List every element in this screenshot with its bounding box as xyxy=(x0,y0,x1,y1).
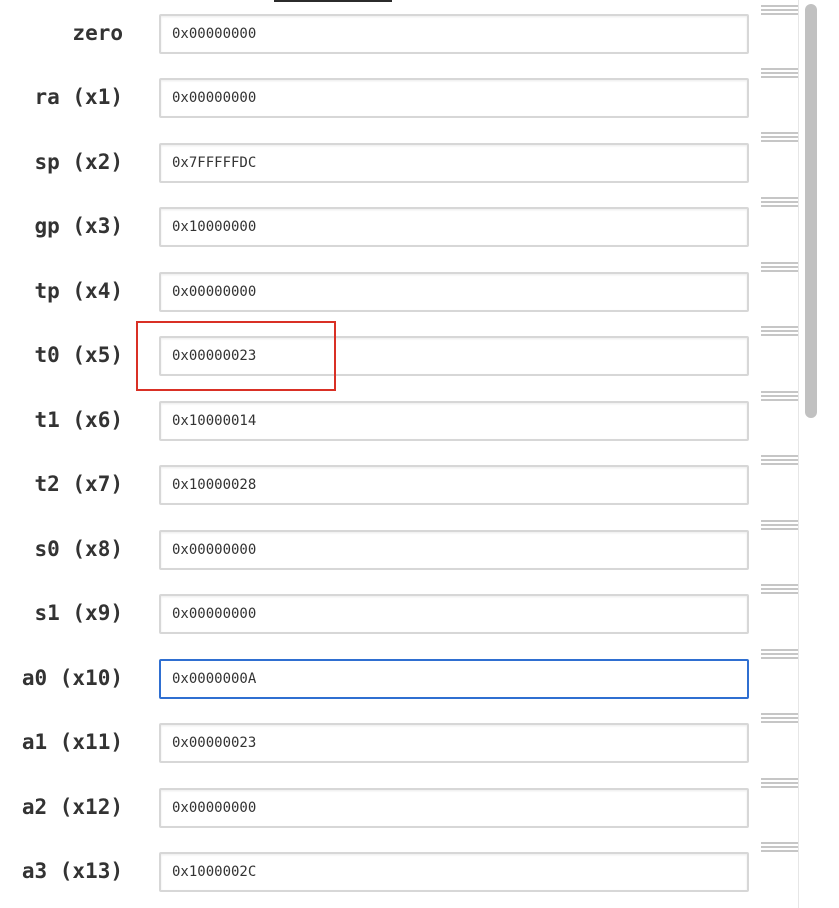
register-label: ra (x1) xyxy=(34,85,123,109)
register-label: t0 (x5) xyxy=(34,343,123,367)
register-row-a2 xyxy=(0,788,760,828)
register-label: a1 (x11) xyxy=(21,730,123,754)
register-value-field[interactable] xyxy=(159,659,749,699)
register-row-gp xyxy=(0,207,760,247)
register-value-field[interactable] xyxy=(159,14,749,54)
register-label: zero xyxy=(72,21,123,45)
register-row-a3 xyxy=(0,852,760,892)
register-value-field[interactable] xyxy=(159,594,749,634)
drag-handle-icon xyxy=(761,132,798,142)
register-value-field[interactable] xyxy=(159,207,749,247)
drag-handle-icon xyxy=(761,649,798,659)
register-value-field[interactable] xyxy=(159,143,749,183)
drag-handle-icon xyxy=(761,391,798,401)
register-row-t1 xyxy=(0,401,760,441)
drag-handle-icon xyxy=(761,584,798,594)
register-value-field[interactable] xyxy=(159,272,749,312)
register-value-field[interactable] xyxy=(159,723,749,763)
register-value-field[interactable] xyxy=(159,852,749,892)
drag-handle-icon xyxy=(761,262,798,272)
drag-handle-icon xyxy=(761,520,798,530)
register-row-s1 xyxy=(0,594,760,634)
drag-handle-icon xyxy=(761,713,798,723)
register-label: gp (x3) xyxy=(34,214,123,238)
register-row-ra xyxy=(0,78,760,118)
register-label: t2 (x7) xyxy=(34,472,123,496)
drag-handle-icon xyxy=(761,842,798,852)
register-value-field[interactable] xyxy=(159,401,749,441)
register-value-field[interactable] xyxy=(159,78,749,118)
drag-handle-icon xyxy=(761,455,798,465)
register-row-t2 xyxy=(0,465,760,505)
register-label: s0 (x8) xyxy=(34,537,123,561)
drag-handle-icon xyxy=(761,326,798,336)
register-row-a1 xyxy=(0,723,760,763)
vertical-scrollbar[interactable] xyxy=(798,0,822,908)
register-row-s0 xyxy=(0,530,760,570)
register-label: a0 (x10) xyxy=(21,666,123,690)
register-value-field[interactable] xyxy=(159,336,749,376)
window-edge xyxy=(822,0,839,908)
register-row-zero xyxy=(0,14,760,54)
register-label: sp (x2) xyxy=(34,150,123,174)
register-label: t1 (x6) xyxy=(34,408,123,432)
register-value-field[interactable] xyxy=(159,465,749,505)
register-label: tp (x4) xyxy=(34,279,123,303)
drag-handle-icon xyxy=(761,778,798,788)
register-label: a2 (x12) xyxy=(21,795,123,819)
overview-ruler xyxy=(761,0,798,908)
drag-handle-icon xyxy=(761,197,798,207)
register-row-t0 xyxy=(0,336,760,376)
scrollbar-thumb[interactable] xyxy=(805,4,817,418)
drag-handle-icon xyxy=(761,68,798,78)
drag-handle-icon xyxy=(761,5,798,15)
register-label: a3 (x13) xyxy=(21,859,123,883)
register-row-a0 xyxy=(0,659,760,699)
register-value-field[interactable] xyxy=(159,788,749,828)
register-row-sp xyxy=(0,143,760,183)
register-row-tp xyxy=(0,272,760,312)
register-value-field[interactable] xyxy=(159,530,749,570)
register-label: s1 (x9) xyxy=(34,601,123,625)
